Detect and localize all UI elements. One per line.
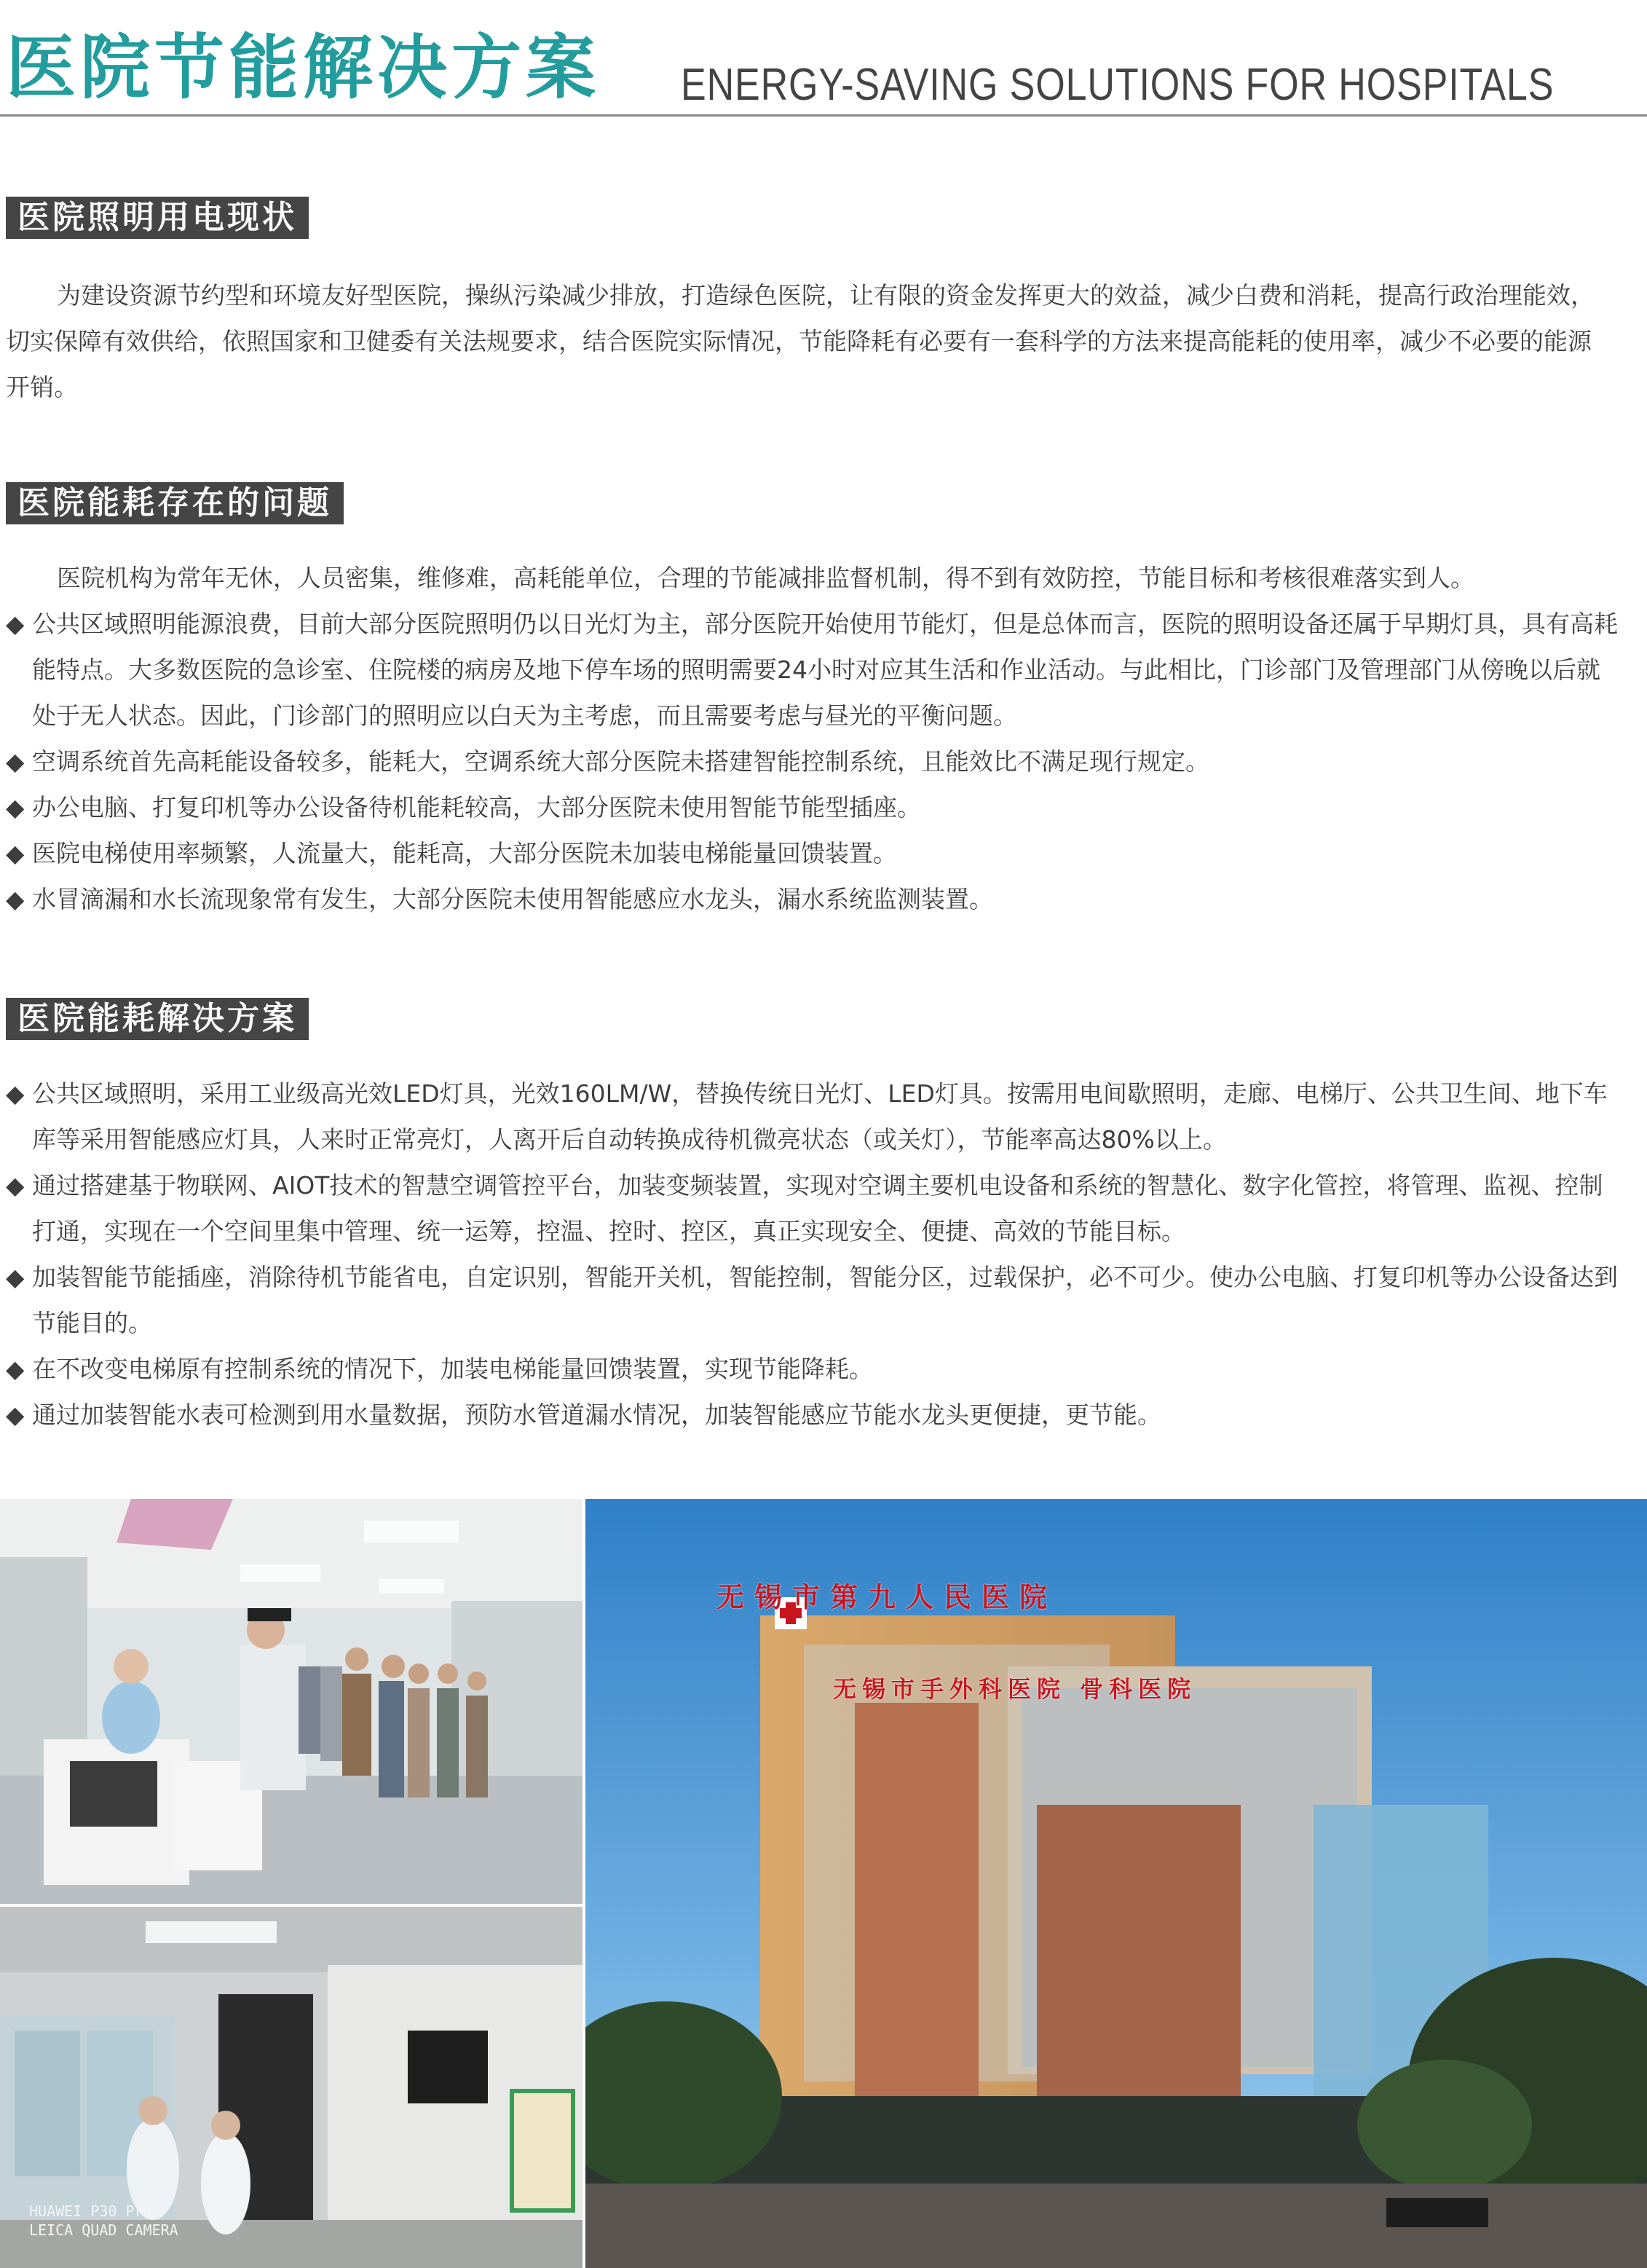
list-item: ◆ 空调系统首先高耗能设备较多，能耗大，空调系统大部分医院未搭建智能控制系统，且能效比不满足现行规定。 bbox=[6, 739, 1621, 784]
list-item: ◆ 公共区域照明，采用工业级高光效LED灯具，光效160LM/W，替换传统日光灯、LED灯具。按需用电间歇照明，走廊、电梯厅、公共卫生间、地下车库等采用智能感应灯具，人来时正常亮灯，人离开后自动转换成待机微亮状态（或关灯），节能率高达80%以上。 bbox=[6, 1071, 1621, 1162]
photo-ward-room bbox=[0, 1907, 582, 2268]
diamond-bullet-icon: ◆ bbox=[6, 885, 25, 913]
section-status-body bbox=[6, 272, 1615, 410]
photo-reception-desk bbox=[0, 1499, 582, 1904]
list-item: ◆ 水冒滴漏和水长流现象常有发生，大部分医院未使用智能感应水龙头，漏水系统监测装置。 bbox=[6, 876, 1621, 922]
section-heading-solutions: 医院能耗解决方案 bbox=[6, 998, 309, 1040]
diamond-bullet-icon: ◆ bbox=[6, 1401, 25, 1429]
diamond-bullet-icon: ◆ bbox=[6, 747, 25, 776]
list-item: ◆ 通过搭建基于物联网、AIOT技术的智慧空调管控平台，加装变频装置，实现对空调主要机电设备和系统的智慧化、数字化管控，将管理、监视、控制打通，实现在一个空间里集中管理、统一运筹，控温、控时、控区，真正实现安全、便捷、高效的节能目标。 bbox=[6, 1162, 1621, 1254]
camera-watermark: HUAWEI P30 Pro LEICA QUAD CAMERA bbox=[29, 2202, 178, 2239]
diamond-bullet-icon: ◆ bbox=[6, 1355, 25, 1383]
section-problems-paragraph: 医院机构为常年无休，人员密集，维修难，高耗能单位，合理的节能减排监督机制，得不到有效防控，节能目标和考核很难落实到人。 bbox=[57, 564, 1474, 592]
diamond-bullet-icon: ◆ bbox=[6, 839, 25, 867]
problems-list bbox=[6, 601, 1621, 922]
list-item: ◆ 办公电脑、打复印机等办公设备待机能耗较高，大部分医院未使用智能节能型插座。 bbox=[6, 784, 1621, 830]
photo-hospital-building bbox=[585, 1499, 1647, 2268]
header-divider bbox=[0, 114, 1647, 117]
page-subtitle-en: ENERGY-SAVING SOLUTIONS FOR HOSPITALS bbox=[681, 60, 1555, 110]
diamond-bullet-icon: ◆ bbox=[6, 1263, 25, 1291]
list-item: ◆ 医院电梯使用率频繁，人流量大，能耗高，大部分医院未加装电梯能量回馈装置。 bbox=[6, 830, 1621, 876]
solutions-list bbox=[6, 1071, 1621, 1438]
diamond-bullet-icon: ◆ bbox=[6, 610, 25, 638]
hospital-sign-main: 无锡市第九人民医院 bbox=[716, 1581, 1058, 1613]
page-title: 医院节能解决方案 bbox=[6, 27, 600, 109]
diamond-bullet-icon: ◆ bbox=[6, 1171, 25, 1200]
hospital-sign-second: 无锡市手外科医院 骨科医院 bbox=[833, 1675, 1197, 1703]
list-item: ◆ 加装智能节能插座，消除待机节能省电，自定识别，智能开关机，智能控制，智能分区，过载保护，必不可少。使办公电脑、打复印机等办公设备达到节能目的。 bbox=[6, 1254, 1621, 1346]
section-status-paragraph: 为建设资源节约型和环境友好型医院，操纵污染减少排放，打造绿色医院，让有限的资金发挥更大的效益，减少白费和消耗，提高行政治理能效，切实保障有效供给，依照国家和卫健委有关法规要求，结合医院实际情况，节能降耗有必要有一套科学的方法来提高能耗的使用率，减少不必要的能源开销。 bbox=[6, 281, 1595, 401]
page-header bbox=[0, 0, 1647, 117]
section-problems-intro bbox=[6, 555, 1615, 601]
list-item: ◆ 公共区域照明能源浪费，目前大部分医院照明仍以日光灯为主，部分医院开始使用节能灯，但是总体而言，医院的照明设备还属于早期灯具，具有高耗能特点。大多数医院的急诊室、住院楼的病房及地下停车场的照明需要24小时对应其生活和作业活动。与此相比，门诊部门及管理部门从傍晚以后就处于无人状态。因此，门诊部门的照明应以白天为主考虑，而且需要考虑与昼光的平衡问题。 bbox=[6, 601, 1621, 739]
section-heading-status: 医院照明用电现状 bbox=[6, 197, 309, 239]
section-heading-problems: 医院能耗存在的问题 bbox=[6, 482, 344, 524]
list-item: ◆ 在不改变电梯原有控制系统的情况下，加装电梯能量回馈装置，实现节能降耗。 bbox=[6, 1346, 1621, 1392]
diamond-bullet-icon: ◆ bbox=[6, 1079, 25, 1108]
diamond-bullet-icon: ◆ bbox=[6, 793, 25, 822]
list-item: ◆ 通过加装智能水表可检测到用水量数据，预防水管道漏水情况，加装智能感应节能水龙头更便捷，更节能。 bbox=[6, 1392, 1621, 1438]
